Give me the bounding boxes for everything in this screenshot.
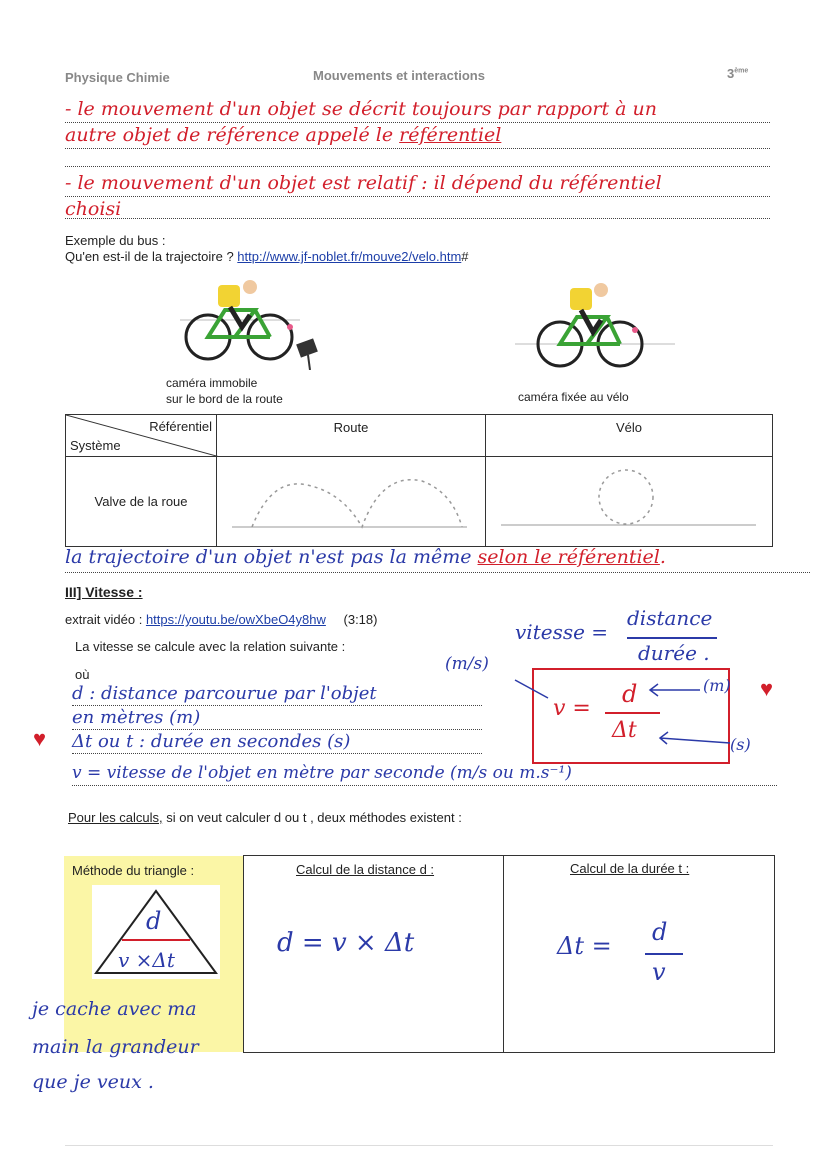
- heart-icon-right: ♥: [760, 676, 774, 701]
- footer-rule: [65, 1145, 773, 1146]
- bus-question: Qu'en est-il de la trajectoire ? http://www.jf-noblet.fr/mouve2/velo.htm#: [65, 249, 469, 264]
- bike-right-illustration: [515, 270, 680, 370]
- triangle-bottom: v ×Δt: [118, 948, 175, 972]
- relation-text: La vitesse se calcule avec la relation suivante :: [75, 639, 346, 654]
- cycloid-trajectory: [217, 457, 483, 541]
- conclusion-line: la trajectoire d'un objet n'est pas la même selon le référentiel.: [65, 546, 810, 573]
- referentiel-word: référentiel: [399, 124, 502, 146]
- triangle-top: d: [146, 907, 162, 935]
- duree-numerator: d: [652, 918, 668, 946]
- duree-title: Calcul de la durée t :: [570, 861, 690, 876]
- intro-line-2: autre objet de référence appelé le référentiel: [65, 124, 770, 149]
- subject-label: Physique Chimie: [65, 70, 170, 85]
- formula-denominator: Δt: [612, 718, 637, 743]
- intro-line-1: - le mouvement d'un objet se décrit toujours par rapport à un: [65, 98, 770, 123]
- selon-referentiel: selon le référentiel: [477, 546, 660, 568]
- chapter-title: Mouvements et interactions: [313, 68, 485, 83]
- velo-link[interactable]: http://www.jf-noblet.fr/mouve2/velo.htm: [237, 249, 462, 264]
- valve-row-label: Valve de la roue: [66, 457, 217, 547]
- route-trajectory-cell: [217, 457, 486, 547]
- unit-ms: (m/s): [445, 654, 489, 674]
- distance-formula: d = v × Δt: [277, 928, 415, 958]
- video-link[interactable]: https://youtu.be/owXbeO4y8hw: [145, 612, 326, 627]
- word-equation-denominator: durée .: [638, 641, 710, 665]
- velo-trajectory-cell: [486, 457, 773, 547]
- calculs-intro: Pour les calculs, si on veut calculer d ou t , deux méthodes existent :: [68, 810, 462, 825]
- calculs-divider: [503, 855, 504, 1053]
- caption-right: caméra fixée au vélo: [518, 390, 629, 404]
- referentiel-header: Référentiel: [149, 419, 213, 434]
- def-line-3: Δt ou t : durée en secondes (s): [72, 731, 482, 754]
- note-line-3: que je veux .: [32, 1071, 154, 1093]
- word-equation-left: vitesse =: [515, 620, 609, 644]
- triangle-title: Méthode du triangle :: [72, 863, 195, 878]
- note-line-1: je cache avec ma: [32, 998, 197, 1020]
- heart-icon-left: ♥: [33, 726, 47, 751]
- duree-bar: [645, 953, 683, 955]
- distance-title: Calcul de la distance d :: [296, 862, 435, 877]
- systeme-header: Système: [70, 438, 121, 453]
- def-line-1: d : distance parcourue par l'objet: [72, 683, 482, 706]
- vitesse-title: III] Vitesse :: [65, 584, 143, 600]
- grade-label: 3ème: [727, 66, 749, 81]
- duree-left: Δt =: [557, 932, 612, 960]
- intro-line-3: - le mouvement d'un objet est relatif : il dépend du référentiel: [65, 172, 770, 197]
- word-equation-numerator: distance: [627, 606, 713, 630]
- table-corner-cell: [66, 415, 217, 457]
- caption-left-1: caméra immobile: [166, 376, 258, 390]
- def-line-2: en mètres (m): [72, 707, 482, 730]
- velo-header: Vélo: [486, 415, 773, 457]
- caption-left-2: sur le bord de la route: [166, 392, 283, 406]
- word-equation-bar: [627, 637, 717, 639]
- note-line-2: main la grandeur: [32, 1036, 199, 1058]
- bus-title: Exemple du bus :: [65, 233, 166, 248]
- intro-line-4: choisi: [65, 198, 770, 219]
- ou-text: où: [75, 667, 90, 682]
- route-header: Route: [217, 415, 486, 457]
- unit-s: (s): [730, 735, 751, 754]
- video-line: extrait vidéo : https://youtu.be/owXbeO4y8hw (3:18): [65, 612, 378, 627]
- def-line-4: v = vitesse de l'objet en mètre par seconde (m/s ou m.s⁻¹): [72, 763, 777, 786]
- trajectory-table: [65, 414, 773, 547]
- formula-v: v =: [553, 696, 591, 721]
- intro-blank-line: [65, 150, 770, 167]
- bike-left-illustration: [180, 275, 340, 370]
- circle-trajectory: [486, 457, 772, 541]
- formula-numerator: d: [622, 680, 638, 708]
- unit-m: (m): [703, 676, 731, 695]
- duree-denominator: v: [652, 958, 666, 986]
